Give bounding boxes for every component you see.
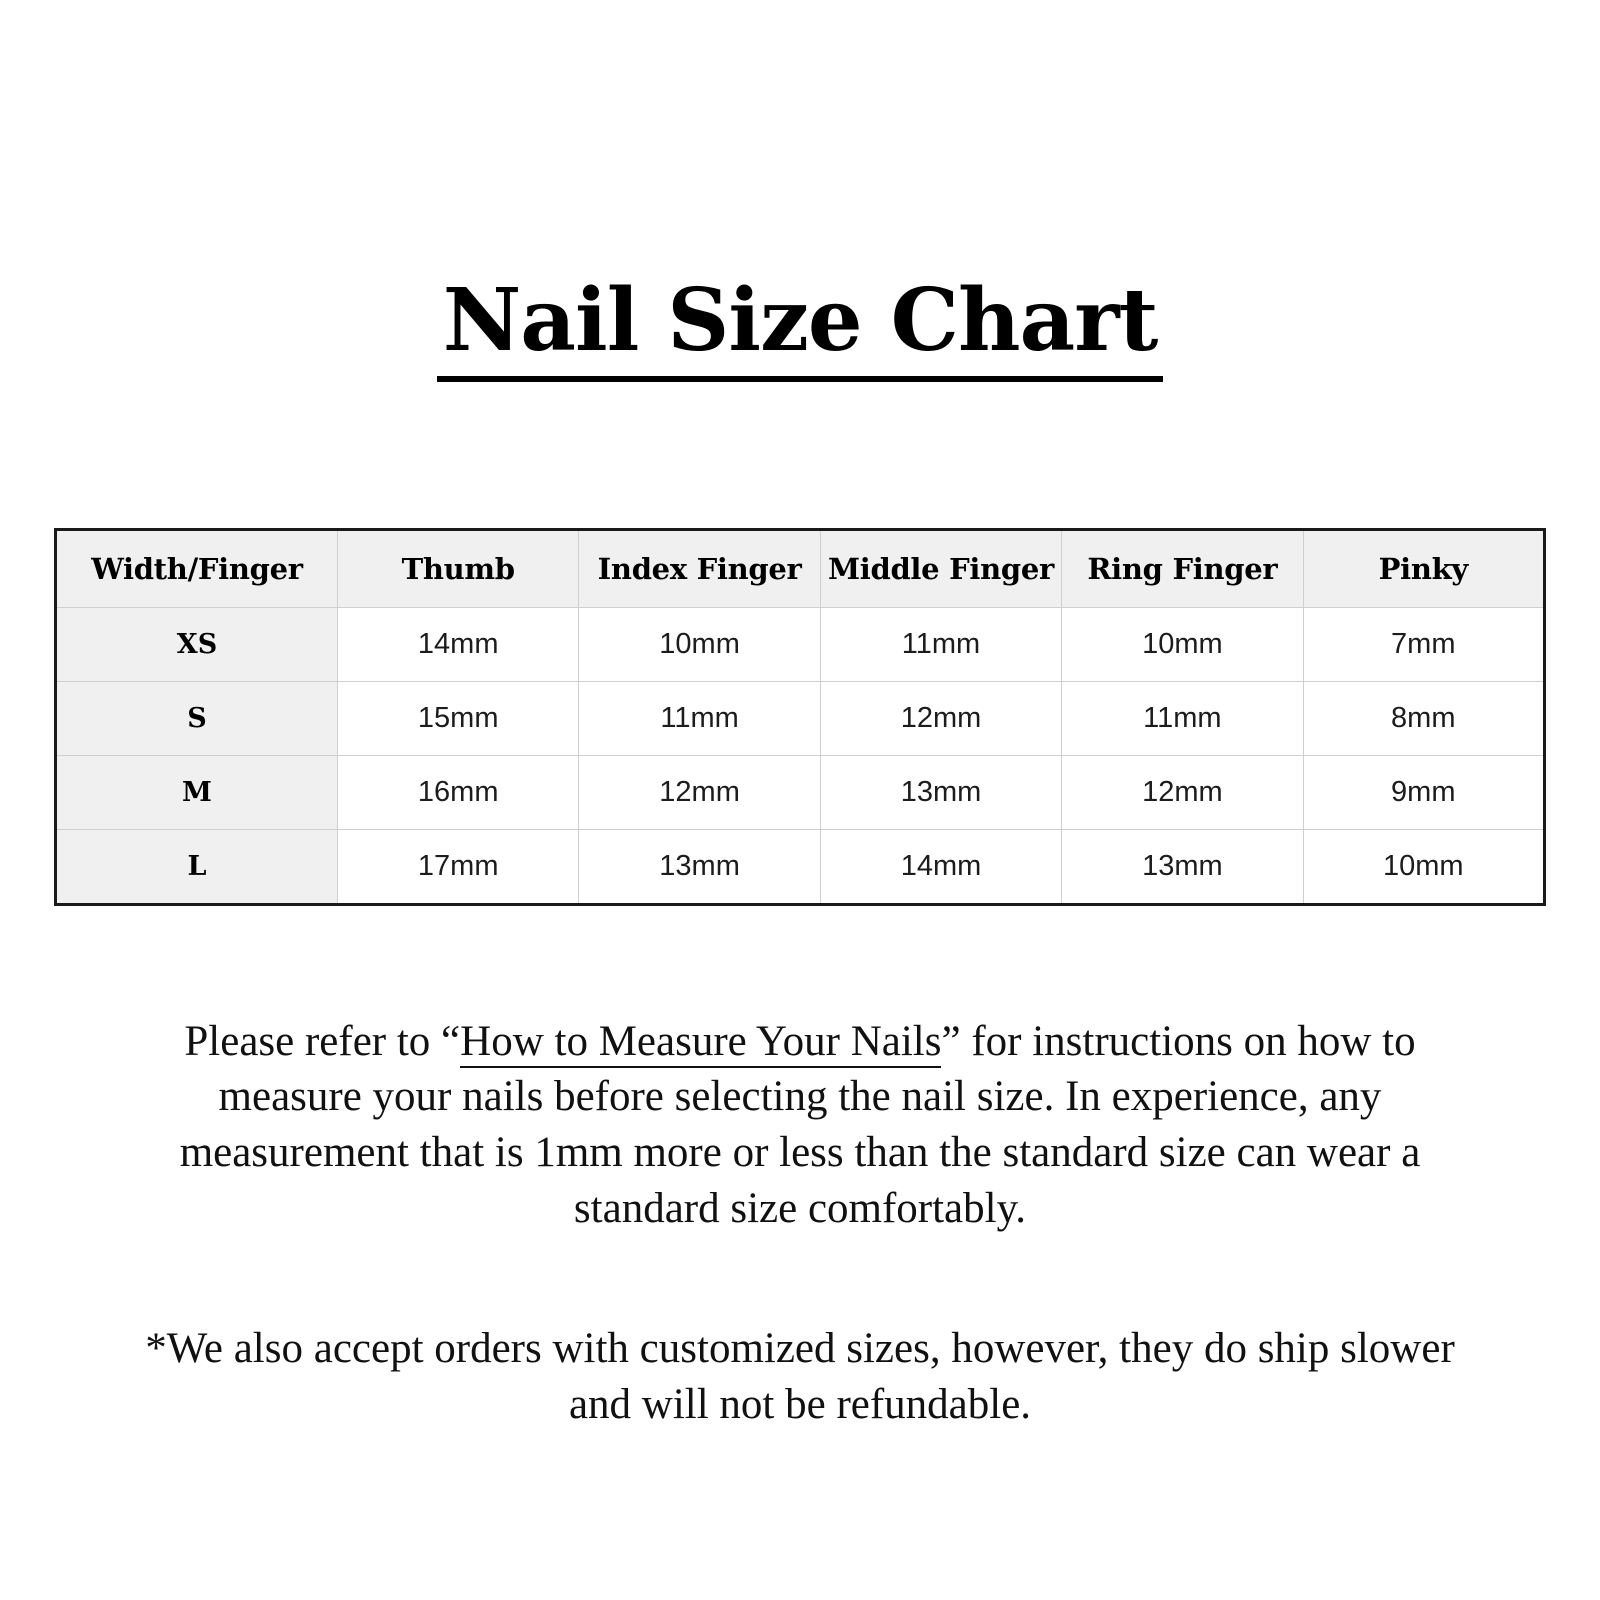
- table-row: [56, 607, 1545, 681]
- table-header-row: [56, 529, 1545, 607]
- page-title-container: [0, 0, 1600, 440]
- cell-s-ring: 11mm: [1062, 681, 1303, 755]
- table-row: [56, 681, 1545, 755]
- how-to-measure-link[interactable]: How to Measure Your Nails: [460, 1018, 941, 1068]
- cell-xs-ring: 10mm: [1062, 607, 1303, 681]
- cell-s-middle: 12mm: [820, 681, 1061, 755]
- cell-m-pinky: 9mm: [1303, 755, 1544, 829]
- cell-m-thumb: 16mm: [338, 755, 579, 829]
- table-header: [56, 529, 1545, 607]
- row-header-size-l: L: [56, 829, 338, 904]
- cell-l-pinky: 10mm: [1303, 829, 1544, 904]
- cell-l-index: 13mm: [579, 829, 820, 904]
- cell-l-middle: 14mm: [820, 829, 1061, 904]
- nail-size-table: [54, 528, 1546, 906]
- row-header-size-xs: XS: [56, 607, 338, 681]
- size-table-container: [54, 528, 1546, 906]
- table-body: [56, 607, 1545, 904]
- cell-m-middle: 13mm: [820, 755, 1061, 829]
- cell-s-pinky: 8mm: [1303, 681, 1544, 755]
- cell-xs-thumb: 14mm: [338, 607, 579, 681]
- note-text-after-link: ” for instructions on how to measure your nails before selecting the nail size. In experience, any measurement that is 1mm more or less than the standard size can wear a standard size comfortably.: [179, 1017, 1421, 1233]
- cell-s-thumb: 15mm: [338, 681, 579, 755]
- cell-xs-pinky: 7mm: [1303, 607, 1544, 681]
- row-header-size-m: M: [56, 755, 338, 829]
- column-header-ring-finger: Ring Finger: [1062, 529, 1303, 607]
- column-header-middle-finger: Middle Finger: [820, 529, 1061, 607]
- table-row: [56, 829, 1545, 904]
- cell-m-index: 12mm: [579, 755, 820, 829]
- row-header-size-s: S: [56, 681, 338, 755]
- column-header-index-finger: Index Finger: [579, 529, 820, 607]
- notes-section: [110, 1014, 1490, 1433]
- note-paragraph-measure: [110, 1014, 1490, 1238]
- note-text-before-link: Please refer to “: [184, 1017, 461, 1065]
- table-row: [56, 755, 1545, 829]
- cell-l-ring: 13mm: [1062, 829, 1303, 904]
- cell-xs-middle: 11mm: [820, 607, 1061, 681]
- note-paragraph-custom-sizes: *We also accept orders with customized sizes, however, they do ship slower and will not be refundable.: [145, 1325, 1455, 1428]
- column-header-width-finger: Width/Finger: [56, 529, 338, 607]
- page-title: Nail Size Chart: [437, 276, 1164, 382]
- cell-s-index: 11mm: [579, 681, 820, 755]
- cell-l-thumb: 17mm: [338, 829, 579, 904]
- cell-xs-index: 10mm: [579, 607, 820, 681]
- column-header-thumb: Thumb: [338, 529, 579, 607]
- cell-m-ring: 12mm: [1062, 755, 1303, 829]
- column-header-pinky: Pinky: [1303, 529, 1544, 607]
